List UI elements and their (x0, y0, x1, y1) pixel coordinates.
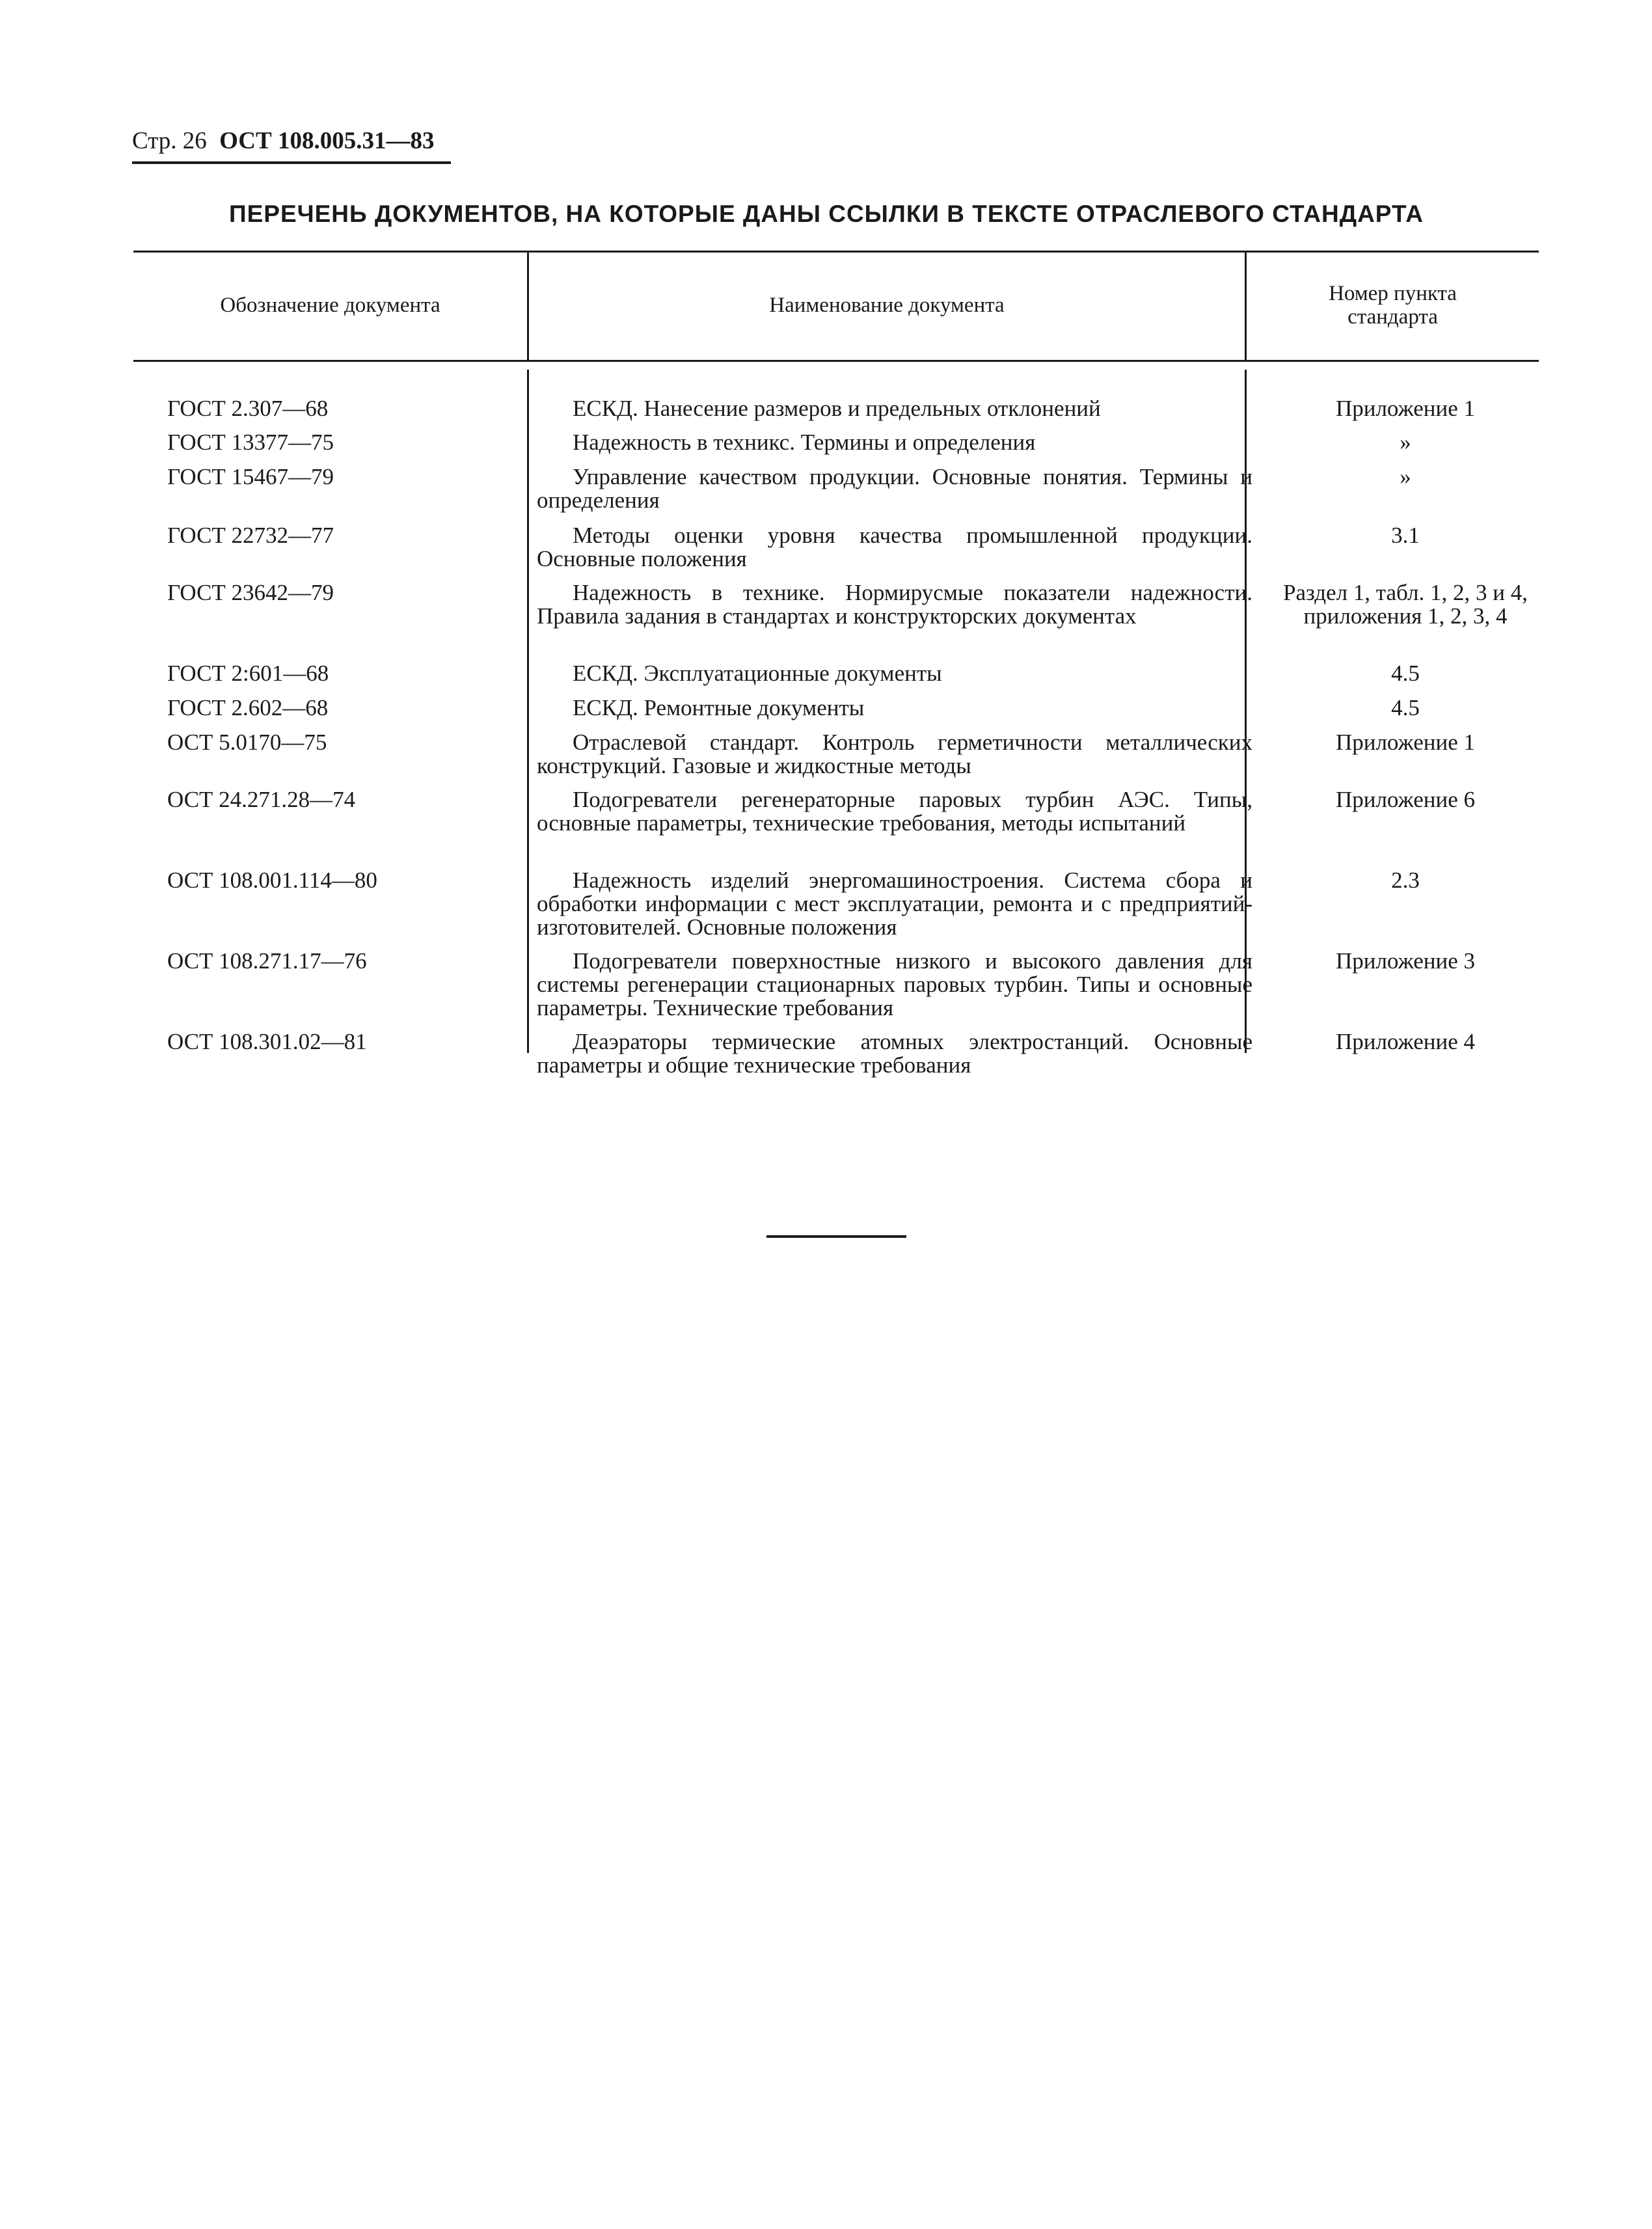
clause-cell: Приложение 3 (1335, 948, 1476, 974)
clause-cell: 3.1 (1391, 523, 1420, 548)
document-name-cell: Отраслевой стандарт. Контроль герметичности металлических конструкций. Газовые и жидкостные методы (537, 730, 1253, 778)
clause-cell: » (1400, 464, 1411, 489)
table-row (133, 1030, 1539, 1087)
clause-cell: Раздел 1, табл. 1, 2, 3 и 4, приложения 1, 2, 3, 4 (1283, 580, 1528, 629)
clause-cell: Приложение 6 (1335, 787, 1476, 812)
page-number: Стр. 26 (132, 128, 207, 154)
table-body (133, 397, 1539, 1087)
clause-cell: Приложение 1 (1335, 730, 1476, 755)
table-row (133, 696, 1539, 731)
document-name-cell: Надежность в технике. Нормирусмые показатели надежности. Правила задания в стандартах и конструкторских документах (537, 580, 1253, 629)
header-underline (132, 161, 451, 164)
document-name-cell: Надежность в техникс. Термины и определения (573, 430, 1036, 455)
document-code: ОСТ 108.005.31—83 (219, 128, 435, 154)
column-header-designation: Обозначение документа (220, 293, 440, 317)
clause-cell: » (1400, 430, 1411, 455)
table-row (133, 397, 1539, 431)
clause-cell: 4.5 (1391, 695, 1420, 720)
document-code-cell: ОСТ 24.271.28—74 (167, 787, 356, 812)
document-code-cell: ГОСТ 2.602—68 (167, 695, 329, 720)
column-header-name: Наименование документа (769, 293, 1005, 317)
document-name-cell: Надежность изделий энергомашиностроения. Система сбора и обработки информации с мест эксплуатации, ремонта и с предприятий-изготовителей. Основные положения (537, 868, 1253, 940)
table-row (133, 869, 1539, 950)
clause-cell: Приложение 1 (1335, 396, 1476, 421)
table-row (133, 431, 1539, 465)
table-header-rule (133, 360, 1539, 362)
document-name-cell: Подогреватели регенераторные паровых турбин АЭС. Типы, основные параметры, технические требования, методы испытаний (537, 787, 1253, 836)
document-name-cell: ЕСКД. Эксплуатационные документы (573, 661, 942, 686)
document-code-cell: ОСТ 108.001.114—80 (167, 868, 377, 893)
list-title: ПЕРЕЧЕНЬ ДОКУМЕНТОВ, НА КОТОРЫЕ ДАНЫ ССЫЛКИ В ТЕКСТЕ ОТРАСЛЕВОГО СТАНДАРТА (229, 200, 1424, 227)
document-code-cell: ГОСТ 15467—79 (167, 464, 334, 489)
document-code-cell: ГОСТ 13377—75 (167, 430, 334, 455)
table-row (133, 950, 1539, 1030)
table-row (133, 581, 1539, 662)
document-name-cell: Управление качеством продукции. Основные понятия. Термины и определения (537, 464, 1253, 513)
document-name-cell: Методы оценки уровня качества промышленной продукции. Основные положения (537, 523, 1253, 571)
table-row (133, 465, 1539, 524)
column-header-clause: Номер пункта стандарта (1329, 281, 1457, 329)
clause-cell: 4.5 (1391, 661, 1420, 686)
table-row (133, 662, 1539, 696)
document-code-cell: ОСТ 108.271.17—76 (167, 948, 367, 974)
table-row (133, 731, 1539, 788)
document-name-cell: ЕСКД. Нанесение размеров и предельных отклонений (573, 396, 1101, 421)
document-code-cell: ГОСТ 23642—79 (167, 580, 334, 605)
document-code-cell: ГОСТ 2.307—68 (167, 396, 329, 421)
page-header (132, 129, 434, 153)
document-code-cell: ОСТ 108.301.02—81 (167, 1029, 367, 1054)
document-name-cell: Деаэраторы термические атомных электростанций. Основные параметры и общие технические требования (537, 1029, 1253, 1078)
table-row (133, 524, 1539, 581)
clause-cell: 2.3 (1391, 868, 1420, 893)
table-row (133, 788, 1539, 869)
end-of-page-rule (766, 1235, 906, 1238)
document-name-cell: ЕСКД. Ремонтные документы (573, 695, 865, 720)
document-code-cell: ГОСТ 22732—77 (167, 523, 334, 548)
document-code-cell: ОСТ 5.0170—75 (167, 730, 327, 755)
document-code-cell: ГОСТ 2:601—68 (167, 661, 329, 686)
document-name-cell: Подогреватели поверхностные низкого и высокого давления для системы регенерации стационарных паровых турбин. Типы и основные параметры. Технические требования (537, 948, 1253, 1020)
clause-cell: Приложение 4 (1335, 1029, 1476, 1054)
